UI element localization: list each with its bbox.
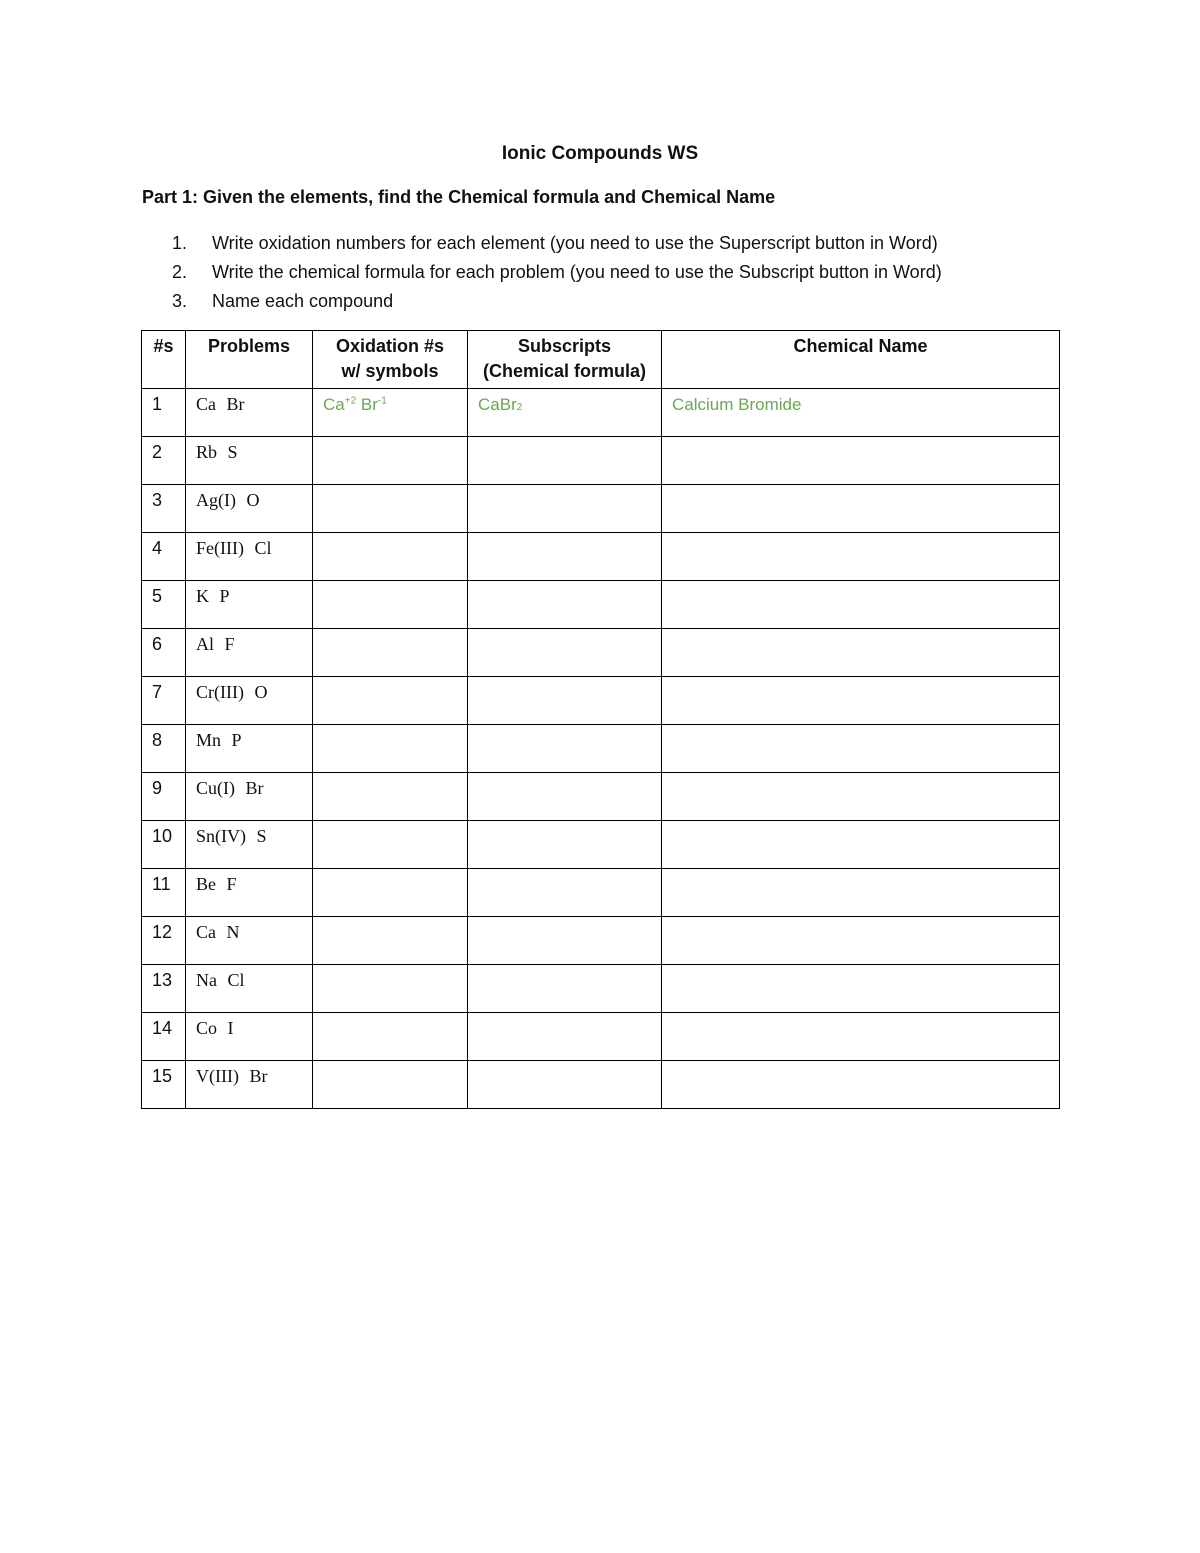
row-problem: Na Cl xyxy=(186,965,313,1013)
header-oxidation-line2: w/ symbols xyxy=(341,361,439,381)
table-row xyxy=(142,677,1060,725)
row-problem: Co I xyxy=(186,1013,313,1061)
row-problem: Be F xyxy=(186,869,313,917)
row-number: 10 xyxy=(142,821,186,869)
formula-cell[interactable] xyxy=(468,581,662,629)
row-number: 15 xyxy=(142,1061,186,1109)
formula-cell[interactable] xyxy=(468,1061,662,1109)
row-problem: Cu(I) Br xyxy=(186,773,313,821)
chemical-name-cell[interactable] xyxy=(662,773,1060,821)
instruction-text: Name each compound xyxy=(212,291,394,311)
instruction-number: 2. xyxy=(172,262,188,282)
row-number: 5 xyxy=(142,581,186,629)
row-number: 14 xyxy=(142,1013,186,1061)
formula-cell[interactable] xyxy=(468,725,662,773)
header-chemical-name: Chemical Name xyxy=(662,331,1060,389)
formula-cell[interactable] xyxy=(468,389,662,437)
row-problem: Mn P xyxy=(186,725,313,773)
formula-cell[interactable] xyxy=(468,869,662,917)
chemical-name-cell[interactable] xyxy=(662,533,1060,581)
row-problem: Ca N xyxy=(186,917,313,965)
oxidation-cell[interactable] xyxy=(313,725,468,773)
oxidation-cell[interactable] xyxy=(313,821,468,869)
instruction-text: Write the chemical formula for each problem (you need to use the Subscript button in Word) xyxy=(212,262,942,282)
table-row xyxy=(142,437,1060,485)
instruction-item xyxy=(172,230,942,259)
chemical-name-cell[interactable] xyxy=(662,965,1060,1013)
table-row xyxy=(142,1061,1060,1109)
chemical-name-cell[interactable] xyxy=(662,821,1060,869)
formula-cell[interactable] xyxy=(468,917,662,965)
table-row xyxy=(142,581,1060,629)
table-row xyxy=(142,533,1060,581)
row-problem: Al F xyxy=(186,629,313,677)
table-row xyxy=(142,629,1060,677)
row-number: 2 xyxy=(142,437,186,485)
row-number: 9 xyxy=(142,773,186,821)
table-row xyxy=(142,965,1060,1013)
table-body xyxy=(142,389,1060,1109)
row-problem: Rb S xyxy=(186,437,313,485)
oxidation-cell[interactable] xyxy=(313,437,468,485)
row-number: 3 xyxy=(142,485,186,533)
example-chemical-name: Calcium Bromide xyxy=(672,395,802,414)
example-cation-charge: +2 xyxy=(344,395,357,407)
row-number: 11 xyxy=(142,869,186,917)
chemical-name-cell[interactable] xyxy=(662,677,1060,725)
row-problem: Ca Br xyxy=(186,389,313,437)
formula-cell[interactable] xyxy=(468,1013,662,1061)
chemical-name-cell[interactable] xyxy=(662,1013,1060,1061)
chemical-name-cell[interactable] xyxy=(662,1061,1060,1109)
instruction-text: Write oxidation numbers for each element (you need to use the Superscript button in Word) xyxy=(212,233,938,253)
chemical-name-cell[interactable] xyxy=(662,869,1060,917)
oxidation-cell[interactable] xyxy=(313,677,468,725)
oxidation-cell[interactable] xyxy=(313,1061,468,1109)
row-problem: Ag(I) O xyxy=(186,485,313,533)
header-subscripts-line1: Subscripts xyxy=(517,336,612,356)
instruction-item xyxy=(172,259,942,288)
chemical-name-cell[interactable] xyxy=(662,629,1060,677)
table-row xyxy=(142,485,1060,533)
row-problem: Sn(IV) S xyxy=(186,821,313,869)
formula-cell[interactable] xyxy=(468,485,662,533)
formula-cell[interactable] xyxy=(468,677,662,725)
header-problems: Problems xyxy=(186,331,313,389)
header-subscripts xyxy=(468,331,662,389)
oxidation-cell[interactable] xyxy=(313,389,468,437)
example-formula xyxy=(478,395,522,414)
chemical-name-cell[interactable] xyxy=(662,725,1060,773)
formula-cell[interactable] xyxy=(468,773,662,821)
oxidation-cell[interactable] xyxy=(313,869,468,917)
chemical-name-cell[interactable] xyxy=(662,917,1060,965)
row-problem: Cr(III) O xyxy=(186,677,313,725)
page-title: Ionic Compounds WS xyxy=(501,143,699,164)
row-problem: V(III) Br xyxy=(186,1061,313,1109)
row-number: 4 xyxy=(142,533,186,581)
example-formula-base: CaBr xyxy=(478,395,517,414)
table-row xyxy=(142,725,1060,773)
table-row xyxy=(142,1013,1060,1061)
example-oxidation xyxy=(323,395,387,414)
formula-cell[interactable] xyxy=(468,629,662,677)
oxidation-cell[interactable] xyxy=(313,773,468,821)
formula-cell[interactable] xyxy=(468,821,662,869)
table-row xyxy=(142,773,1060,821)
oxidation-cell[interactable] xyxy=(313,485,468,533)
oxidation-cell[interactable] xyxy=(313,965,468,1013)
header-oxidation-line1: Oxidation #s xyxy=(335,336,445,356)
header-number: #s xyxy=(142,331,186,389)
chemical-name-cell[interactable] xyxy=(662,581,1060,629)
formula-cell[interactable] xyxy=(468,533,662,581)
table-row xyxy=(142,821,1060,869)
instruction-number: 3. xyxy=(172,291,188,311)
table-header-row xyxy=(142,331,1060,389)
chemical-name-cell[interactable] xyxy=(662,485,1060,533)
worksheet-table xyxy=(141,330,1060,1109)
row-number: 1 xyxy=(142,389,186,437)
oxidation-cell[interactable] xyxy=(313,581,468,629)
instruction-number: 1. xyxy=(172,233,188,253)
part-heading: Part 1: Given the elements, find the Chemical formula and Chemical Name xyxy=(142,187,776,207)
formula-cell[interactable] xyxy=(468,437,662,485)
oxidation-cell[interactable] xyxy=(313,1013,468,1061)
row-problem: Fe(III) Cl xyxy=(186,533,313,581)
example-cation-symbol: Ca xyxy=(323,395,345,414)
chemical-name-cell[interactable] xyxy=(662,389,1060,437)
formula-cell[interactable] xyxy=(468,965,662,1013)
row-number: 8 xyxy=(142,725,186,773)
oxidation-cell[interactable] xyxy=(313,629,468,677)
example-anion-charge: -1 xyxy=(377,395,387,407)
row-problem: K P xyxy=(186,581,313,629)
table-row xyxy=(142,869,1060,917)
instructions-list xyxy=(172,230,942,317)
row-number: 13 xyxy=(142,965,186,1013)
row-number: 7 xyxy=(142,677,186,725)
row-number: 6 xyxy=(142,629,186,677)
chemical-name-cell[interactable] xyxy=(662,437,1060,485)
oxidation-cell[interactable] xyxy=(313,917,468,965)
row-number: 12 xyxy=(142,917,186,965)
example-formula-subscript: 2 xyxy=(516,402,523,413)
header-subscripts-line2: (Chemical formula) xyxy=(482,361,647,381)
header-oxidation xyxy=(313,331,468,389)
instruction-item xyxy=(172,288,942,317)
table-row xyxy=(142,389,1060,437)
table-row xyxy=(142,917,1060,965)
oxidation-cell[interactable] xyxy=(313,533,468,581)
example-anion-symbol: Br xyxy=(360,395,378,414)
